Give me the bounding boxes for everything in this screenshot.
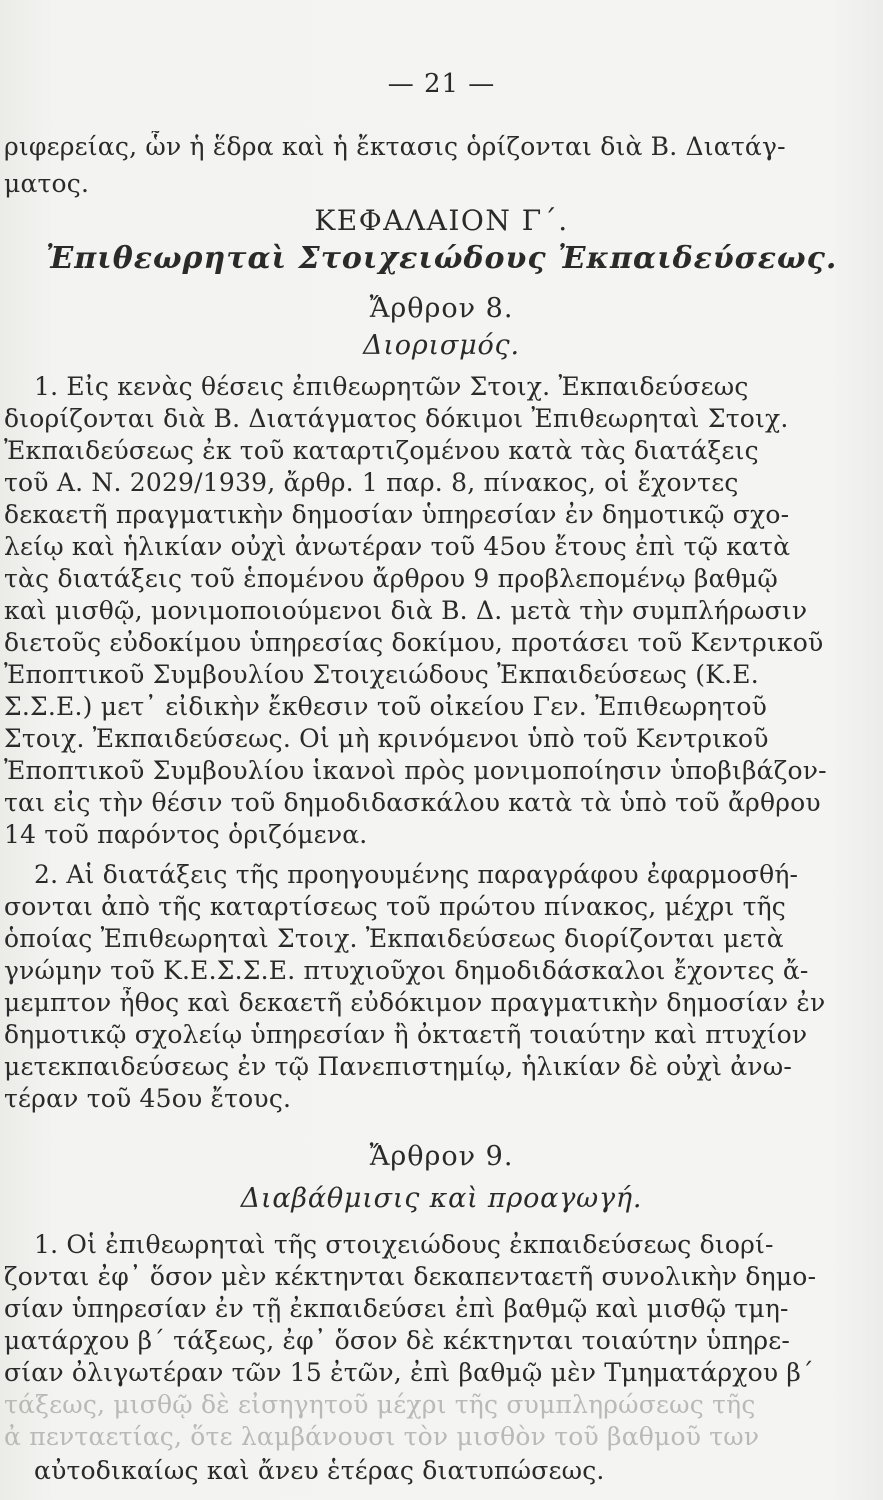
text-line: 14 τοῦ παρόντος ὁριζόμενα. (4, 820, 368, 849)
text-line: σίαν ὑπηρεσίαν ἐν τῇ ἐκπαιδεύσει ἐπὶ βαθμῷ καὶ μισθῷ τμη- (4, 1294, 789, 1323)
article-8-subtitle: Διορισμός. (363, 330, 520, 361)
text-line: διορίζονται διὰ Β. Διατάγματος δόκιμοι Ἐπιθεωρηταὶ Στοιχ. (4, 404, 789, 433)
text-line: Ἐποπτικοῦ Συμβουλίου ἱκανοὶ πρὸς μονιμοποίησιν ὑποβιβάζον- (4, 756, 827, 785)
text-line: ται εἰς τὴν θέσιν τοῦ δημοδιδασκάλου κατὰ τὰ ὑπὸ τοῦ ἄρθρου (4, 788, 821, 817)
text-line: ζονται ἐφ᾽ ὅσον μὲν κέκτηνται δεκαπενταετῆ συνολικὴν δημο- (4, 1262, 817, 1291)
text-line: 2. Αἱ διατάξεις τῆς προηγουμένης παραγράφου ἐφαρμοσθή- (34, 860, 799, 889)
text-line: λείῳ καὶ ἡλικίαν οὐχὶ ἀνωτέραν τοῦ 45ου ἔτους ἐπὶ τῷ κατὰ (4, 532, 791, 561)
article-9-title: Ἄρθρον 9. (369, 1141, 514, 1172)
text-line: τέραν τοῦ 45ου ἔτους. (4, 1084, 292, 1113)
text-line: ματος. (4, 169, 90, 198)
text-line: ὁποίας Ἐπιθεωρηταὶ Στοιχ. Ἐκπαιδεύσεως διορίζονται μετὰ (4, 924, 784, 953)
text-line: ματάρχου β΄ τάξεως, ἐφ᾽ ὅσον δὲ κέκτηνται τοιαύτην ὑπηρε- (4, 1326, 791, 1355)
text-line: Στοιχ. Ἐκπαιδεύσεως. Οἱ μὴ κρινόμενοι ὑπὸ τοῦ Κεντρικοῦ (4, 724, 769, 753)
text-line: σονται ἀπὸ τῆς καταρτίσεως τοῦ πρώτου πίνακος, μέχρι τῆς (4, 892, 787, 921)
text-line: μετεκπαιδεύσεως ἐν τῷ Πανεπιστημίῳ, ἡλικίαν δὲ οὐχὶ ἀνω- (4, 1052, 793, 1081)
text-line: τὰς διατάξεις τοῦ ἑπομένου ἄρθρου 9 προβλεπομένῳ βαθμῷ (4, 564, 778, 593)
text-line: γνώμην τοῦ Κ.Ε.Σ.Σ.Ε. πτυχιοῦχοι δημοδιδάσκαλοι ἔχοντες ἄ- (4, 956, 809, 985)
text-line: σίαν ὀλιγωτέραν τῶν 15 ἐτῶν, ἐπὶ βαθμῷ μὲν Τμηματάρχου β΄ (4, 1358, 814, 1387)
text-line: μεμπτον ἦθος καὶ δεκαετῆ εὐδόκιμον πραγματικὴν δημοσίαν ἐν (4, 988, 826, 1017)
article-9-subtitle: Διαβάθμισις καὶ προαγωγή. (240, 1183, 643, 1214)
page-number: — 21 — (387, 69, 496, 99)
text-line: Ἐποπτικοῦ Συμβουλίου Στοιχειώδους Ἐκπαιδεύσεως (Κ.Ε. (4, 660, 759, 689)
text-line: διετοῦς εὐδοκίμου ὑπηρεσίας δοκίμου, προτάσει τοῦ Κεντρικοῦ (4, 628, 824, 657)
text-line: 1. Εἰς κενὰς θέσεις ἐπιθεωρητῶν Στοιχ. Ἐκπαιδεύσεως (34, 372, 749, 401)
chapter-subtitle: Ἐπιθεωρηταὶ Στοιχειώδους Ἐκπαιδεύσεως. (45, 243, 838, 275)
text-line: καὶ μισθῷ, μονιμοποιούμενοι διὰ Β. Δ. μετὰ τὴν συμπλήρωσιν (4, 596, 808, 625)
text-line: Ἐκπαιδεύσεως ἐκ τοῦ καταρτιζομένου κατὰ τὰς διατάξεις (4, 436, 759, 465)
text-line: αὐτοδικαίως καὶ ἄνευ ἑτέρας διατυπώσεως. (34, 1456, 605, 1485)
article-8-title: Ἄρθρον 8. (369, 293, 514, 324)
text-line: δημοτικῷ σχολείῳ ὑπηρεσίαν ἢ ὀκταετῆ τοιαύτην καὶ πτυχίον (4, 1020, 808, 1049)
text-line: τάξεως, μισθῷ δὲ εἰσηγητοῦ μέχρι τῆς συμπληρώσεως τῆς (4, 1390, 756, 1419)
text-line: ἀ πενταετίας, ὅτε λαμβάνουσι τὸν μισθὸν τοῦ βαθμοῦ των (4, 1422, 760, 1451)
text-line: ριφερείας, ὧν ἡ ἕδρα καὶ ἡ ἔκτασις ὁρίζονται διὰ Β. Διατάγ- (4, 132, 786, 161)
text-line: τοῦ Α. Ν. 2029/1939, ἄρθρ. 1 παρ. 8, πίνακος, οἱ ἔχοντες (4, 468, 739, 497)
text-line: δεκαετῆ πραγματικὴν δημοσίαν ὑπηρεσίαν ἐν δημοτικῷ σχο- (4, 500, 790, 529)
text-line: Σ.Σ.Ε.) μετ᾽ εἰδικὴν ἔκθεσιν τοῦ οἰκείου Γεν. Ἐπιθεωρητοῦ (4, 692, 767, 721)
text-line: 1. Οἱ ἐπιθεωρηταὶ τῆς στοιχειώδους ἐκπαιδεύσεως διορί- (34, 1230, 774, 1259)
chapter-title: ΚΕΦΑΛΑΙΟΝ Γ΄. (314, 205, 569, 237)
